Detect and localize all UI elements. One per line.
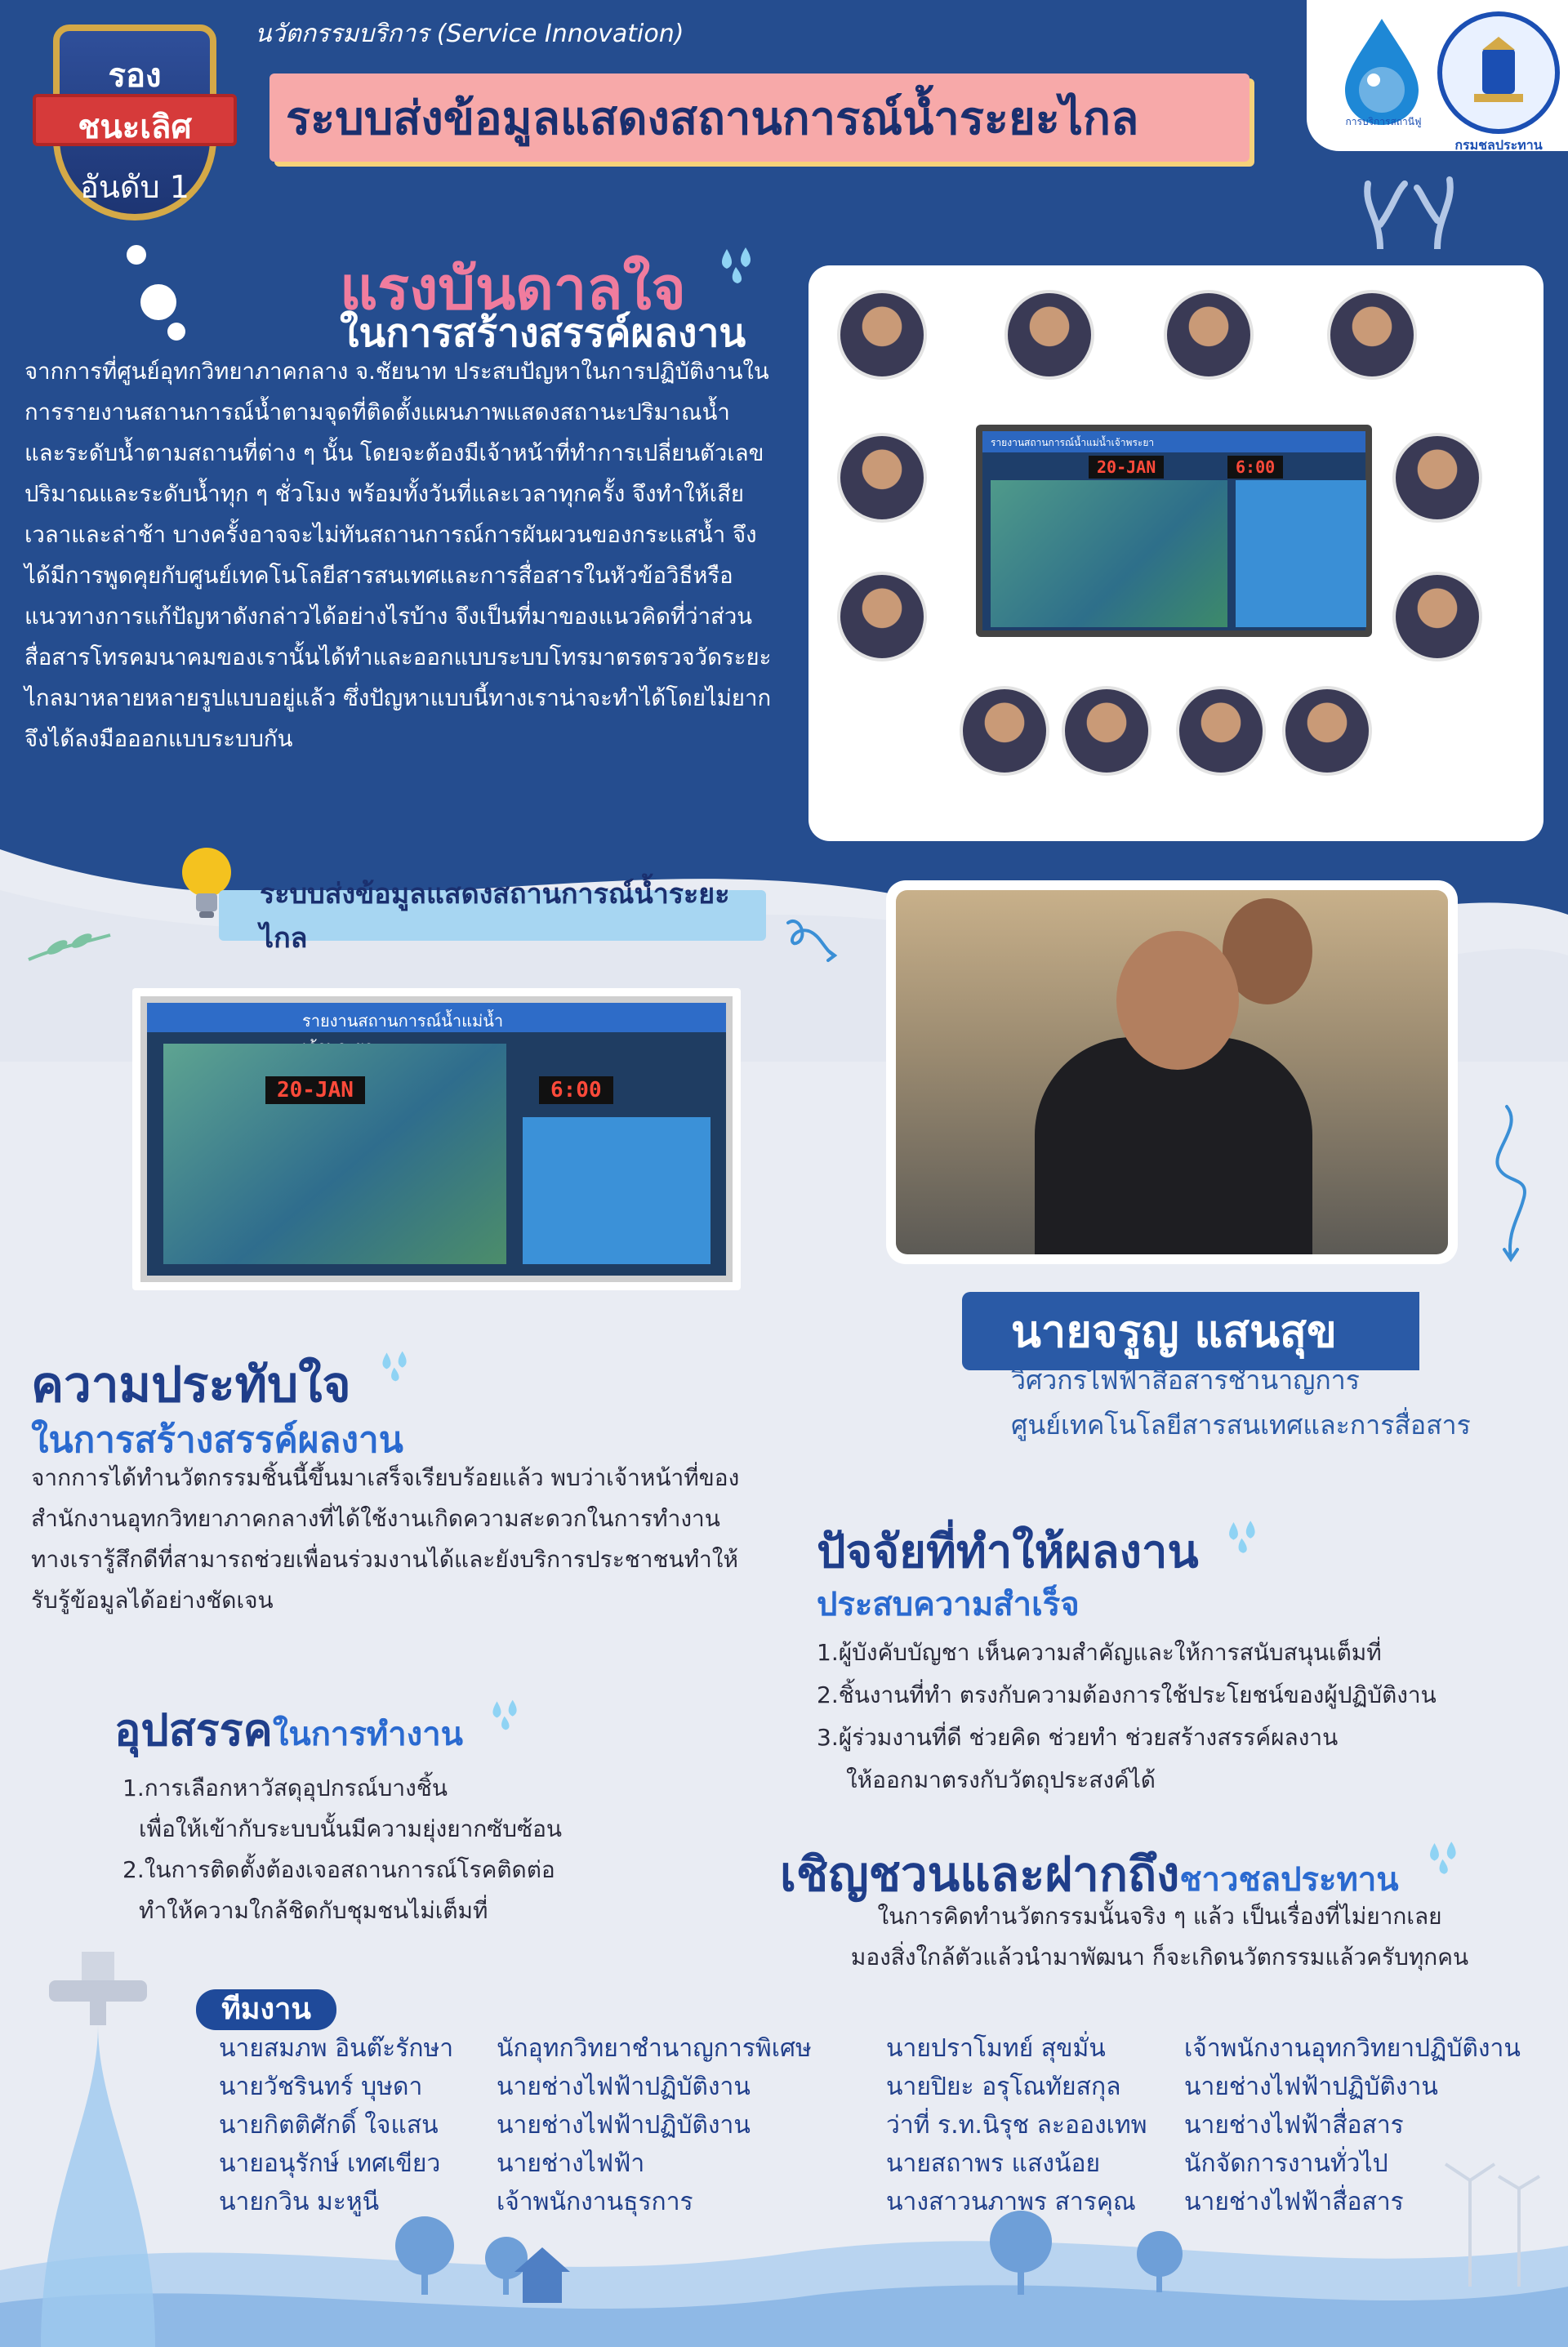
impression-paragraph: จากการได้ทำนวัตกรรมชิ้นนี้ขึ้นมาเสร็จเรียบร้อยแล้ว พบว่าเจ้าหน้าที่ของสำนักงานอุทกวิทยาภาคกลางที่ได้ใช้งานเกิดความสะดวกในการทำงาน ทางเรารู้สึกดีที่สามารถช่วยเพื่อนร่วมงานได้และยังบริการประชาชนทำให้รับรู้ข้อมูลได้อย่างชัดเจน [31, 1464, 740, 1614]
water-drops-icon [1423, 1836, 1468, 1880]
team-member-position: นายช่างไฟฟ้าสื่อสาร [1184, 2111, 1404, 2140]
innovator-position: วิศวกรไฟฟ้าสื่อสารชำนาญการ [1011, 1365, 1360, 1396]
screen-side-panel [523, 1117, 710, 1264]
success-item: ให้ออกมาตรงกับวัตถุประสงค์ได้ [846, 1766, 1156, 1793]
member-photo [1176, 686, 1266, 776]
board-screen-title: รายงานสถานการณ์น้ำแม่น้ำเจ้าพระยา [982, 431, 1365, 452]
team-member-position: นายช่างไฟฟ้าปฏิบัติงาน [1184, 2073, 1438, 2101]
team-member-position: นายช่างไฟฟ้าปฏิบัติงาน [497, 2073, 751, 2101]
obstacles-list [122, 1768, 776, 1931]
member-photo [1392, 572, 1482, 661]
obstacle-item: ทำให้ความใกล้ชิดกับชุมชนไม่เต็มที่ [139, 1897, 488, 1924]
team-member-position: นายช่างไฟฟ้าปฏิบัติงาน [497, 2111, 751, 2140]
team-names-col1 [219, 2029, 453, 2221]
team-member-position: นายช่างไฟฟ้า [497, 2149, 645, 2178]
invitation-line: มองสิ่งใกล้ตัวแล้วนำมาพัฒนา ก็จะเกิดนวัตกรรมแล้วครับทุกคน [850, 1944, 1469, 1971]
team-member-name: นายสมภพ อินต๊ะรักษา [219, 2034, 454, 2063]
team-label: ทีมงาน [196, 1989, 336, 2030]
system-screen-photo [132, 988, 741, 1290]
innovator-organization: ศูนย์เทคโนโลยีสารสนเทศและการสื่อสาร [1011, 1410, 1471, 1441]
team-member-name: นายอนุรักษ์ เทศเขียว [219, 2149, 441, 2178]
innovator-photo [886, 880, 1458, 1264]
team-member-name: นางสาวนภาพร สารคุณ [886, 2188, 1136, 2216]
inspiration-heading: แรงบันดาลใจ [340, 241, 764, 335]
team-member-position: นักจัดการงานทั่วไป [1184, 2149, 1388, 2178]
team-member-position: เจ้าพนักงานอุทกวิทยาปฏิบัติงาน [1184, 2034, 1521, 2063]
badge-line2: ชนะเลิศ [78, 109, 192, 146]
screen-time: 6:00 [539, 1076, 613, 1104]
member-photo [837, 290, 927, 380]
arrow-squiggle-icon [784, 915, 841, 964]
success-list [817, 1632, 1552, 1801]
water-drops-icon [376, 1346, 417, 1387]
display-board-photo [976, 425, 1372, 637]
rid-emblem-icon [1437, 11, 1560, 134]
member-photo [1327, 290, 1417, 380]
board-map [991, 480, 1227, 627]
arrow-squiggle-icon [1474, 1102, 1539, 1266]
team-member-position: เจ้าพนักงานธุรการ [497, 2188, 693, 2216]
invitation-text [780, 1896, 1539, 1978]
team-positions-col4 [1184, 2029, 1521, 2221]
member-photo [1004, 290, 1094, 380]
board-date: 20-JAN [1089, 456, 1164, 479]
team-member-name: นายกิตติศักดิ์ ใจแสน [219, 2111, 439, 2140]
team-positions-col2 [497, 2029, 812, 2221]
success-item: 1.ผู้บังคับบัญชา เห็นความสำคัญและให้การสนับสนุนเต็มที่ [817, 1639, 1382, 1666]
page-title: ระบบส่งข้อมูลแสดงสถานการณ์น้ำระยะไกล [286, 91, 1139, 145]
inspiration-subheading: ในการสร้างสรรค์ผลงาน [340, 310, 746, 356]
title-bar [270, 73, 1250, 162]
team-member-name: นายปิยะ อรุโณทัยสกุล [886, 2073, 1121, 2101]
water-drop-logo-icon [1333, 15, 1431, 129]
decor-bubble [140, 284, 176, 320]
badge-line1: รอง [108, 57, 162, 95]
impression-subheading: ในการสร้างสรรค์ผลงาน [31, 1419, 403, 1461]
logo2-caption: กรมชลประทาน [1454, 137, 1543, 153]
water-drops-icon [487, 1695, 528, 1735]
team-member-name: นายสถาพร แสงน้อย [886, 2149, 1101, 2178]
coral-decoration [1348, 159, 1486, 249]
obstacle-item: 2.ในการติดตั้งต้องเจอสถานการณ์โรคติดต่อ [122, 1856, 555, 1883]
team-member-name: นายปราโมทย์ สุขมั่น [886, 2034, 1106, 2063]
member-photo [1392, 433, 1482, 523]
screen-title: รายงานสถานการณ์น้ำแม่น้ำ [147, 1003, 726, 1032]
team-member-position: นายช่างไฟฟ้าสื่อสาร [1184, 2188, 1404, 2216]
innovator-face [1116, 931, 1239, 1070]
success-item: 3.ผู้ร่วมงานที่ดี ช่วยคิด ช่วยทำ ช่วยสร้างสรรค์ผลงาน [817, 1724, 1339, 1751]
team-member-name: นายกวิน มะหูนี [219, 2188, 380, 2216]
team-member-name: ว่าที่ ร.ท.นิรุช ละอองเทพ [886, 2111, 1147, 2140]
innovator-name: นายจรูญ แสนสุข [1011, 1306, 1337, 1357]
screen-frame [140, 996, 733, 1282]
member-photo [837, 572, 927, 661]
water-tap-illustration [33, 1952, 155, 2347]
board-time: 6:00 [1227, 456, 1283, 479]
service-innovation-subtitle: นวัตกรรมบริการ (Service Innovation) [255, 20, 684, 48]
decor-bubble [127, 245, 146, 265]
water-drops-icon [1223, 1515, 1267, 1559]
obstacle-item: 1.การเลือกหาวัสดุอุปกรณ์บางชิ้น [122, 1775, 448, 1801]
logo1-caption: การบริการสถานีฟู [1345, 116, 1422, 127]
screen-date: 20-JAN [265, 1076, 365, 1104]
badge-line3: อันดับ 1 [80, 169, 189, 205]
team-member-name: นายวัชรินทร์ บุษดา [219, 2073, 423, 2101]
runner-up-badge [33, 16, 237, 237]
success-subheading: ประสบความสำเร็จ [817, 1586, 1080, 1623]
success-item: 2.ชิ้นงานที่ทำ ตรงกับความต้องการใช้ประโยชน์ของผู้ปฏิบัติงาน [817, 1681, 1437, 1708]
decor-bubble [167, 323, 185, 341]
member-photo [1282, 686, 1372, 776]
member-photo [960, 686, 1049, 776]
obstacle-item: เพื่อให้เข้ากับระบบนั้นมีความยุ่งยากซับซ้อน [139, 1815, 563, 1842]
member-photo [1062, 686, 1152, 776]
team-member-position: นักอุทกวิทยาชำนาญการพิเศษ [497, 2034, 812, 2063]
invitation-heading: เชิญชวนและฝากถึงชาวชลประทาน [780, 1836, 1468, 1912]
innovator-body [1035, 1037, 1312, 1254]
obstacles-heading: อุปสรรคในการทำงาน [114, 1695, 528, 1765]
success-heading: ปัจจัยที่ทำให้ผลงาน [817, 1515, 1267, 1588]
water-drops-icon [715, 241, 764, 290]
innovator-photo-inner [896, 890, 1448, 1254]
board-side-panel [1236, 480, 1366, 627]
leaf-decoration [24, 923, 114, 972]
member-photo [1164, 290, 1254, 380]
team-names-col3 [886, 2029, 1147, 2221]
member-photo [837, 433, 927, 523]
innovator-name-card [962, 1292, 1419, 1370]
invitation-line: ในการคิดทำนวัตกรรมนั้นจริง ๆ แล้ว เป็นเรื่องที่ไม่ยากเลย [877, 1903, 1442, 1930]
system-label: ระบบส่งข้อมูลแสดงสถานการณ์น้ำระยะไกล [219, 890, 766, 941]
impression-heading: ความประทับใจ [31, 1346, 417, 1423]
inspiration-paragraph: จากการที่ศูนย์อุทกวิทยาภาคกลาง จ.ชัยนาท ประสบปัญหาในการปฏิบัติงานในการรายงานสถานการณ์น้ำตามจุดที่ติดตั้งแผนภาพแสดงสถานะปริมาณน้ำ และระดับน้ำตามสถานที่ต่าง ๆ นั้น โดยจะต้องมีเจ้าหน้าที่ทำการเปลี่ยนตัวเลขปริมาณและระดับน้ำทุก ๆ ชั่วโมง พร้อมทั้งวันที่และเวลาทุกครั้ง จึงทำให้เสียเวลาและล่าช้า บางครั้งอาจจะไม่ทันสถานการณ์การผันผวนของกระแสน้ำ จึงได้มีการพูดคุยกับศูนย์เทคโนโลยีสารสนเทศและการสื่อสารในหัวข้อวิธีหรือแนวทางการแก้ปัญหาดังกล่าวได้อย่างไรบ้าง จึงเป็นที่มาของแนวคิดที่ว่าส่วนสื่อสารโทรคมนาคมของเรานั้นได้ทำและออกแบบระบบโทรมาตรตรวจวัดระยะไกลมาหลายหลายรูปแบบอยู่แล้ว ซึ่งปัญหาแบบนี้ทางเราน่าจะทำได้โดยไม่ยาก จึงได้ลงมือออกแบบระบบกัน [24, 359, 772, 752]
